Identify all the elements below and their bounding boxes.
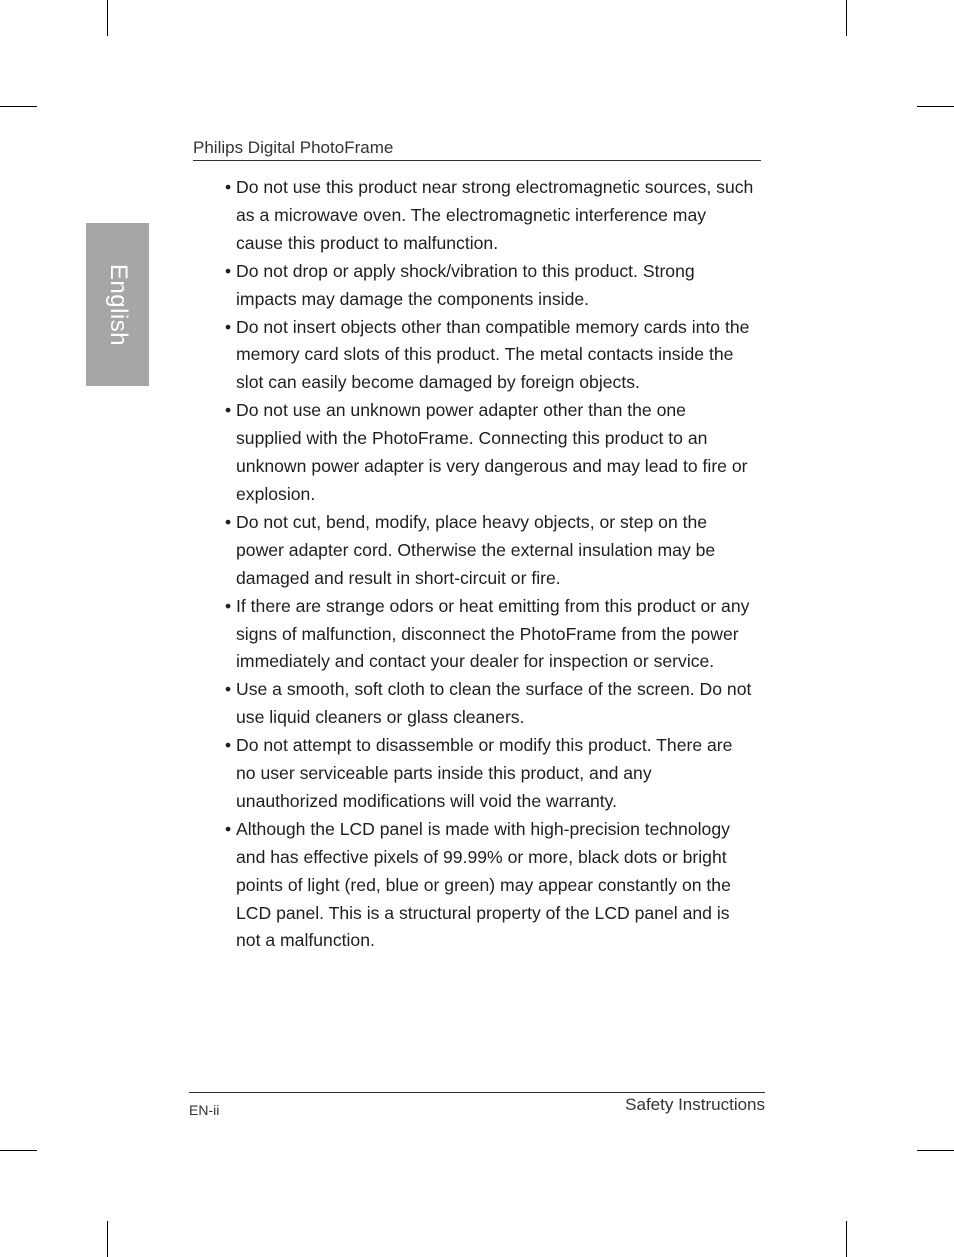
- bullet-text: Do not use this product near strong electromagnetic sources, such as a microwave oven. The electromagnetic interference may cause this product to malfunction.: [236, 177, 754, 253]
- crop-mark-bottom-left: [107, 1221, 108, 1257]
- bullet-icon: •: [225, 595, 232, 616]
- bullet-icon: •: [225, 818, 232, 839]
- crop-mark-top-right: [846, 0, 847, 36]
- bullet-item: [225, 258, 755, 314]
- safety-bullet-list: [225, 174, 755, 955]
- crop-mark-right-top: [917, 106, 954, 107]
- bullet-item: [225, 397, 755, 509]
- bullet-icon: •: [225, 400, 232, 421]
- bullet-text: Do not use an unknown power adapter other than the one supplied with the PhotoFrame. Connecting this product to an unknown power adapter is very dangerous and may lead to fire or explosion.: [236, 400, 748, 504]
- language-tab-label: English: [104, 263, 132, 346]
- bullet-text: Use a smooth, soft cloth to clean the surface of the screen. Do not use liquid cleaners or glass cleaners.: [236, 679, 752, 728]
- footer-section-title: Safety Instructions: [625, 1095, 765, 1114]
- bullet-icon: •: [225, 316, 232, 337]
- running-header-title: Philips Digital PhotoFrame: [193, 138, 394, 157]
- bullet-item: [225, 509, 755, 593]
- footer-rule: [189, 1092, 765, 1093]
- bullet-text: If there are strange odors or heat emitting from this product or any signs of malfunction, disconnect the PhotoFrame from the power immediately and contact your dealer for inspection or service.: [236, 595, 750, 672]
- crop-mark-right-bottom: [917, 1150, 954, 1151]
- bullet-item: [225, 676, 755, 732]
- bullet-text: Do not attempt to disassemble or modify this product. There are no user serviceable parts inside this product, and any unauthorized modifications will void the warranty.: [236, 735, 733, 811]
- bullet-text: Although the LCD panel is made with high-precision technology and has effective pixels of 99.99% or more, black dots or bright points of light (red, blue or green) may appear constantly on the LCD panel. This is a structural property of the LCD panel and is not a malfunction.: [236, 818, 731, 951]
- bullet-icon: •: [225, 260, 232, 281]
- crop-mark-left-bottom: [0, 1150, 37, 1151]
- bullet-item: [225, 593, 755, 677]
- bullet-icon: •: [225, 177, 232, 197]
- bullet-icon: •: [225, 679, 232, 700]
- header-rule: [193, 160, 761, 161]
- bullet-item: [225, 816, 755, 956]
- bullet-text: Do not insert objects other than compatible memory cards into the memory card slots of this product. The metal contacts inside the slot can easily become damaged by foreign objects.: [236, 316, 750, 393]
- bullet-text: Do not cut, bend, modify, place heavy objects, or step on the power adapter cord. Otherwise the external insulation may be damaged and result in short-circuit or fire.: [236, 511, 716, 588]
- bullet-icon: •: [225, 511, 232, 532]
- bullet-item: [225, 174, 755, 258]
- bullet-icon: •: [225, 735, 232, 756]
- crop-mark-left-top: [0, 106, 37, 107]
- bullet-item: [225, 314, 755, 398]
- bullet-text: Do not drop or apply shock/vibration to this product. Strong impacts may damage the components inside.: [236, 260, 695, 309]
- bullet-item: [225, 732, 755, 816]
- language-side-tab: [86, 223, 149, 386]
- crop-mark-top-left: [107, 0, 108, 36]
- page-number: EN-ii: [189, 1102, 220, 1118]
- crop-mark-bottom-right: [846, 1221, 847, 1257]
